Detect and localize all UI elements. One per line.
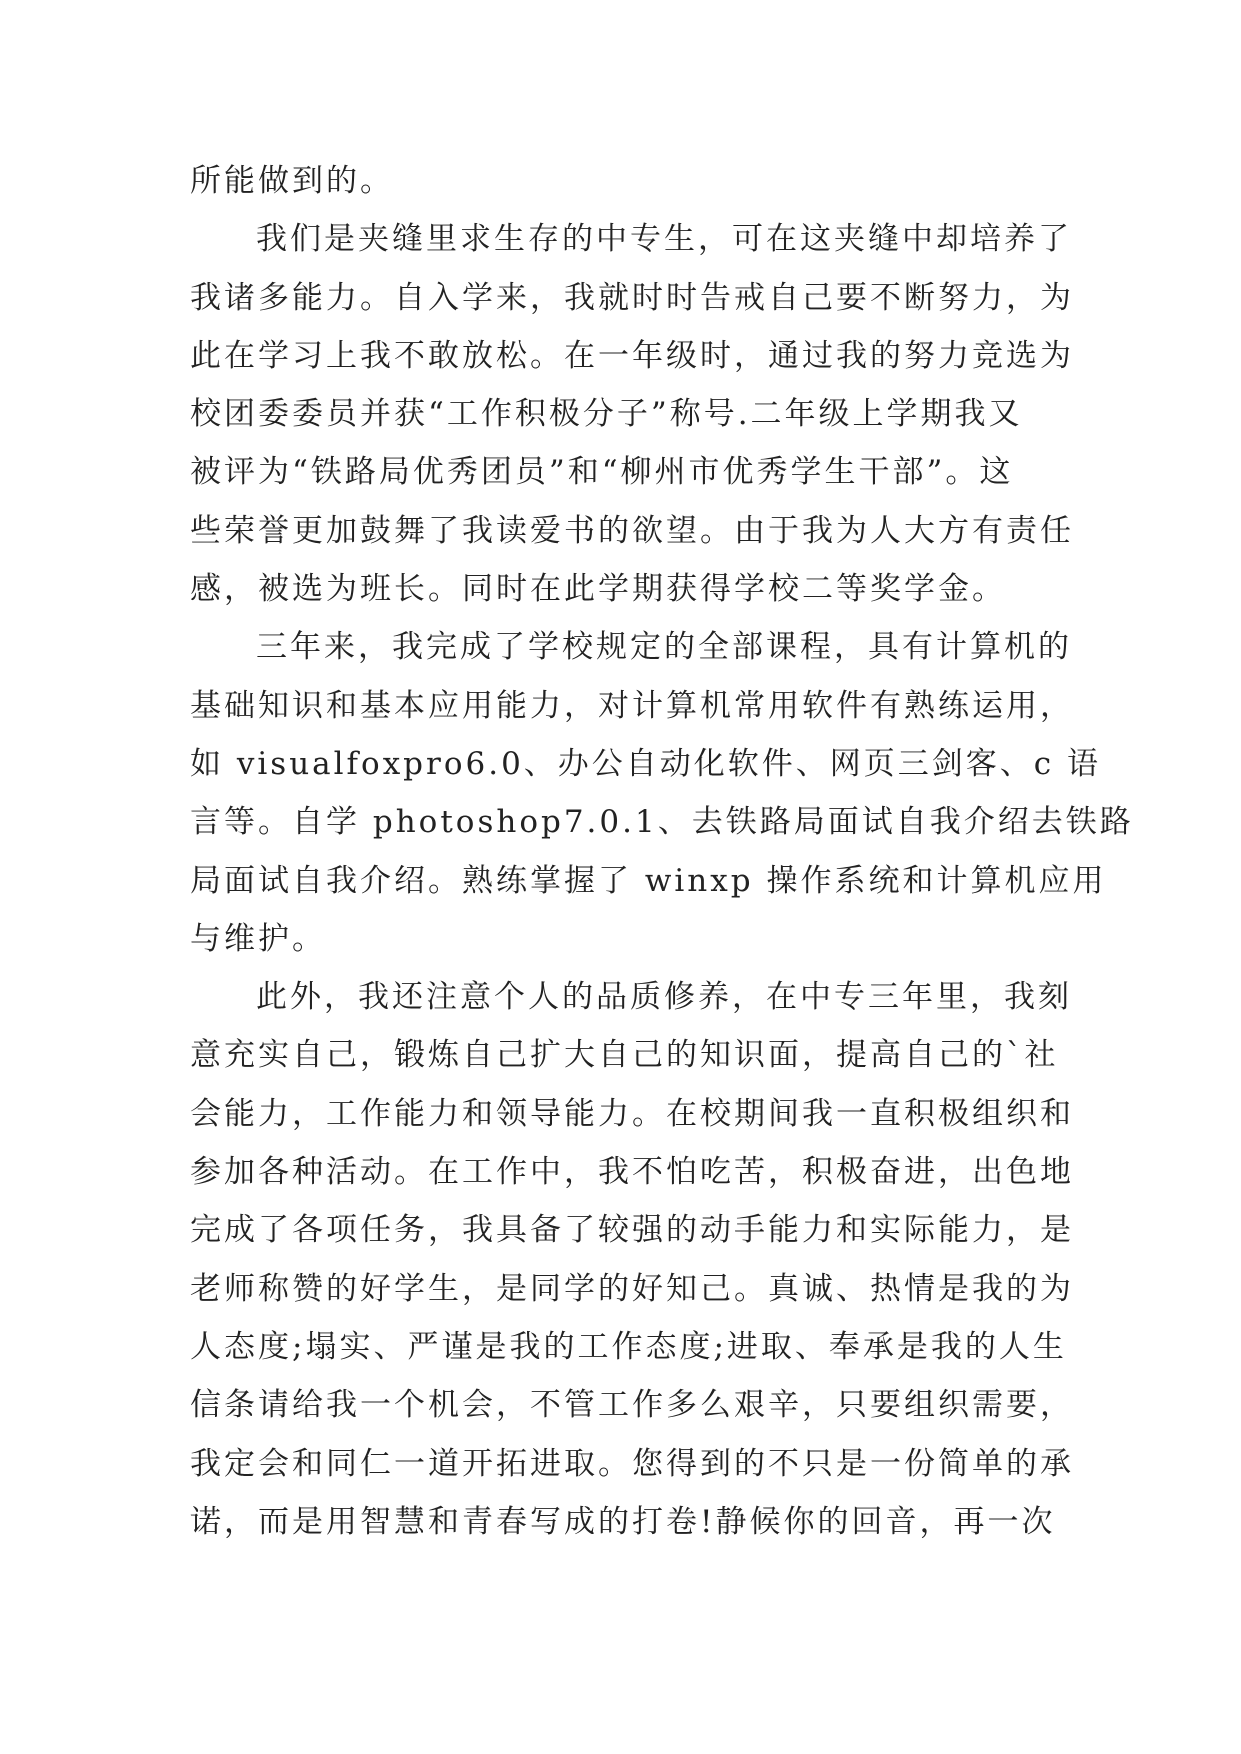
text-line: 意充实自己，锻炼自己扩大自己的知识面，提高自己的`社 [190, 1037, 1059, 1074]
text-line: 完成了各项任务，我具备了较强的动手能力和实际能力，是 [190, 1212, 1074, 1249]
text-line: 老师称赞的好学生，是同学的好知己。真诚、热情是我的为 [190, 1270, 1074, 1307]
text-line: 些荣誉更加鼓舞了我读爱书的欲望。由于我为人大方有责任 [190, 512, 1074, 549]
text-line: 言等。自学 photoshop7.0.1、去铁路局面试自我介绍去铁路 [190, 804, 1134, 841]
text-line: 所能做到的。 [190, 163, 394, 199]
text-line: 基础知识和基本应用能力，对计算机常用软件有熟练运用， [190, 687, 1074, 724]
text-line: 我定会和同仁一道开拓进取。您得到的不只是一份简单的承 [190, 1445, 1074, 1482]
text-line: 被评为“铁路局优秀团员”和“柳州市优秀学生干部”。这 [190, 454, 1014, 491]
paragraph-computer-skills [190, 618, 1134, 968]
text-line: 与维护。 [190, 920, 326, 957]
text-line: 局面试自我介绍。熟练掌握了 winxp 操作系统和计算机应用 [190, 862, 1107, 899]
text-line: 我诸多能力。自入学来，我就时时告戒自己要不断努力，为 [190, 279, 1074, 316]
paragraph-continuation [190, 152, 1070, 210]
paragraph-school-experience [190, 210, 1074, 618]
text-line: 此外，我还注意个人的品质修养，在中专三年里，我刻 [256, 979, 1072, 1016]
text-line: 如 visualfoxpro6.0、办公自动化软件、网页三剑客、c 语 [190, 745, 1102, 782]
text-line: 此在学习上我不敢放松。在一年级时，通过我的努力竞选为 [190, 337, 1074, 374]
paragraph-personal-qualities [190, 968, 1074, 1551]
text-line: 我们是夹缝里求生存的中专生，可在这夹缝中却培养了 [256, 221, 1072, 258]
text-line: 校团委委员并获“工作积极分子”称号.二年级上学期我又 [190, 396, 1023, 433]
text-line: 诺，而是用智慧和青春写成的打卷!静候你的回音，再一次 [190, 1503, 1056, 1540]
text-line: 会能力，工作能力和领导能力。在校期间我一直积极组织和 [190, 1095, 1074, 1132]
text-line: 感，被选为班长。同时在此学期获得学校二等奖学金。 [190, 571, 1006, 608]
text-line: 参加各种活动。在工作中，我不怕吃苦，积极奋进，出色地 [190, 1154, 1074, 1191]
text-line: 三年来，我完成了学校规定的全部课程，具有计算机的 [256, 629, 1072, 666]
body-text [190, 152, 1134, 1551]
text-line: 人态度;塌实、严谨是我的工作态度;进取、奉承是我的人生 [190, 1328, 1067, 1365]
text-line: 信条请给我一个机会，不管工作多么艰辛，只要组织需要， [190, 1387, 1074, 1424]
